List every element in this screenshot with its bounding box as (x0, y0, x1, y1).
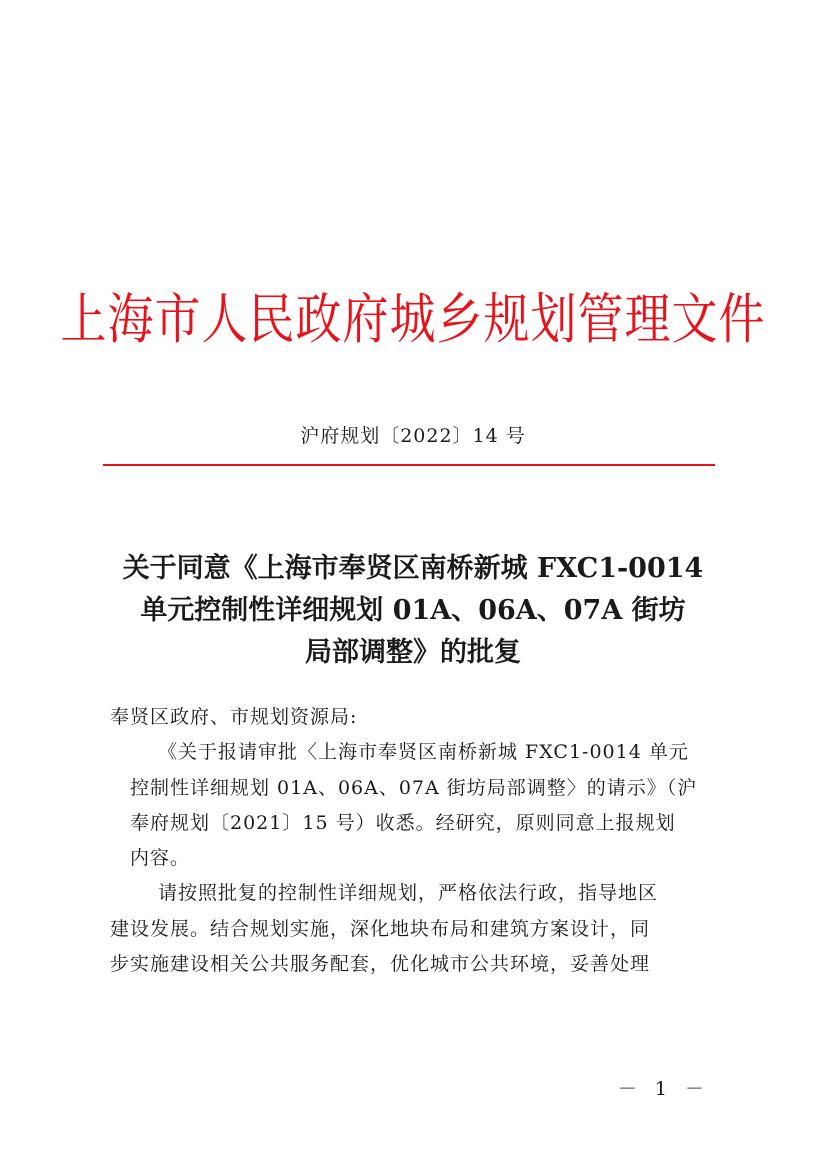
issuer-masthead: 上海市人民政府城乡规划管理文件 (60, 287, 766, 352)
paragraph1-line-3: 奉府规划〔2021〕15 号）收悉。经研究，原则同意上报规划 (130, 811, 676, 834)
paragraph1-line-1: 《关于报请审批〈上海市奉贤区南桥新城 FXC1-0014 单元 (158, 741, 689, 764)
addressee: 奉贤区政府、市规划资源局: (110, 706, 358, 728)
red-divider-line (103, 464, 715, 466)
paragraph2-line-2: 建设发展。结合规划实施，深化地块布局和建筑方案设计，同 (110, 917, 651, 940)
title-line-2: 单元控制性详细规划 01A、06A、07A 街坊 (140, 595, 686, 626)
document-body (110, 700, 718, 982)
paragraph2-line-3: 步实施建设相关公共服务配套，优化城市公共环境，妥善处理 (110, 953, 651, 976)
paragraph2-line-1: 请按照批复的控制性详细规划，严格依法行政，指导地区 (158, 882, 659, 905)
title-line-1: 关于同意《上海市奉贤区南桥新城 FXC1-0014 (122, 553, 704, 584)
paragraph1-line-2: 控制性详细规划 01A、06A、07A 街坊局部调整〉的请示》（沪 (130, 776, 698, 799)
document-title (60, 548, 766, 674)
paragraph1-line-4: 内容。 (130, 847, 191, 870)
title-line-3: 局部调整》的批复 (305, 637, 521, 668)
document-number: 沪府规划〔2022〕14 号 (300, 425, 526, 447)
page-number: － 1 － (617, 1078, 710, 1100)
